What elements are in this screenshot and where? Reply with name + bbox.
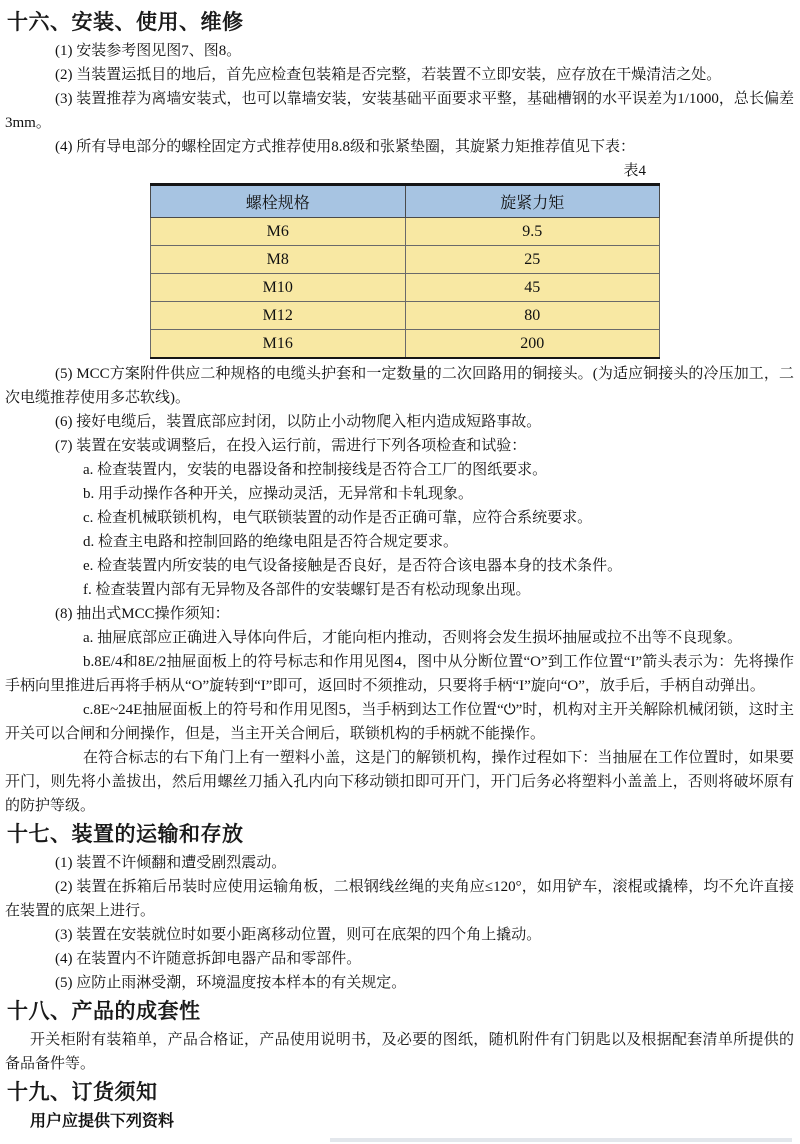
table-row [151, 246, 660, 274]
s17-item-2: (2) 装置在拆箱后吊装时应使用运输角板，二根钢线丝绳的夹角应≤120°，如用铲车，滚棍或撬棒，均不允许直接在装置的底架上进行。 [5, 879, 794, 919]
s16-check-e: e. 检查装置内所安装的电气设备接触是否良好，是否符合该电器本身的技术条件。 [83, 558, 623, 574]
cell-bolt-spec: M6 [151, 218, 406, 246]
column-header-torque: 旋紧力矩 [405, 185, 660, 218]
table-row [151, 274, 660, 302]
s16-check-d: d. 检查主电路和控制回路的绝缘电阻是否符合规定要求。 [83, 534, 459, 550]
s16-item-3: (3) 装置推荐为离墙安装式，也可以靠墙安装，安装基础平面要求平整，基础槽钢的水平误差为1/1000，总长偏差3mm。 [5, 91, 794, 131]
s16-item-8: (8) 抽出式MCC操作须知： [55, 606, 230, 622]
s16-note-a: a. 抽屉底部应正确进入导体向件后，才能向柜内推动，否则将会发生损坏抽屉或拉不出等不良现象。 [83, 630, 743, 646]
s19-subheading: 用户应提供下列资料 [30, 1113, 175, 1130]
s17-item-3: (3) 装置在安装就位时如要小距离移动位置，则可在底架的四个角上撬动。 [55, 927, 542, 943]
s16-note-b: b.8E/4和8E/2抽屉面板上的符号标志和作用见图4，图中从分断位置“O”到工作位置“I”箭头表示为：先将操作手柄向里推进后再将手柄从“O”旋转到“I”即可，返回时不须推动，只要将手柄“I”旋向“O”，放手后，手柄自动弹出。 [5, 654, 794, 694]
s16-item-1: (1) 安装参考图见图7、图8。 [55, 43, 242, 59]
cell-bolt-spec: M16 [151, 330, 406, 359]
s16-check-c: c. 检查机械联锁机构，电气联锁装置的动作是否正确可靠，应符合系统要求。 [83, 510, 593, 526]
torque-table-header-row [151, 185, 660, 218]
s16-check-a: a. 检查装置内，安装的电器设备和控制接线是否符合工厂的图纸要求。 [83, 462, 548, 478]
section-18-heading: 十八、产品的成套性 [7, 1000, 201, 1023]
section-17-heading: 十七、装置的运输和存放 [7, 823, 244, 846]
s18-body: 开关柜附有装箱单，产品合格证，产品使用说明书，及必要的图纸，随机附件有门钥匙以及根据配套清单所提供的备品备件等。 [5, 1032, 794, 1072]
scan-artifact [330, 1138, 792, 1142]
table-caption: 表4 [623, 163, 646, 179]
cell-torque: 45 [405, 274, 660, 302]
cell-torque: 25 [405, 246, 660, 274]
table-row [151, 302, 660, 330]
s16-check-f: f. 检查装置内部有无异物及各部件的安装螺钉是否有松动现象出现。 [83, 582, 531, 598]
cell-torque: 80 [405, 302, 660, 330]
table-row [151, 330, 660, 359]
s16-check-b: b. 用手动操作各种开关，应操动灵活，无异常和卡轧现象。 [83, 486, 474, 502]
s16-note-door-cover: 在符合标志的右下角门上有一塑料小盖，这是门的解锁机构，操作过程如下：当抽屉在工作位置时，如果要开门，则先将小盖拔出，然后用螺丝刀插入孔内向下移动锁扣即可开门，开门后务必将塑料小盖盖上，否则将破坏原有的防护等级。 [5, 750, 794, 814]
s16-note-c: c.8E~24E抽屉面板上的符号和作用见图5，当手柄到达工作位置“⏻”时，机构对主开关解除机械闭锁，这时主开关可以合闸和分闸操作，但是，当主开关合闸后，联锁机构的手柄就不能操作。 [5, 702, 794, 742]
s16-item-6: (6) 接好电缆后，装置底部应封闭，以防止小动物爬入柜内造成短路事故。 [55, 414, 542, 430]
section-16-heading: 十六、安装、使用、维修 [7, 11, 244, 34]
cell-torque: 9.5 [405, 218, 660, 246]
cell-bolt-spec: M8 [151, 246, 406, 274]
s17-item-4: (4) 在装置内不许随意拆卸电器产品和零部件。 [55, 951, 362, 967]
cell-bolt-spec: M12 [151, 302, 406, 330]
torque-table [150, 183, 660, 359]
section-19-heading: 十九、订货须知 [7, 1081, 158, 1104]
s16-item-7: (7) 装置在安装或调整后，在投入运行前，需进行下列各项检查和试验： [55, 438, 527, 454]
s16-item-2: (2) 当装置运抵目的地后，首先应检查包装箱是否完整，若装置不立即安装，应存放在干燥清洁之处。 [55, 67, 722, 83]
s17-item-1: (1) 装置不许倾翻和遭受剧烈震动。 [55, 855, 287, 871]
column-header-bolt-spec: 螺栓规格 [151, 185, 406, 218]
s16-item-5: (5) MCC方案附件供应二种规格的电缆头护套和一定数量的二次回路用的铜接头。(为适应铜接头的冷压加工，二次电缆推荐使用多芯软线)。 [5, 366, 794, 406]
table-row [151, 218, 660, 246]
s17-item-5: (5) 应防止雨淋受潮，环境温度按本样本的有关规定。 [55, 975, 407, 991]
cell-bolt-spec: M10 [151, 274, 406, 302]
s16-item-4: (4) 所有导电部分的螺栓固定方式推荐使用8.8级和张紧垫圈，其旋紧力矩推荐值见下表： [55, 139, 635, 155]
cell-torque: 200 [405, 330, 660, 359]
